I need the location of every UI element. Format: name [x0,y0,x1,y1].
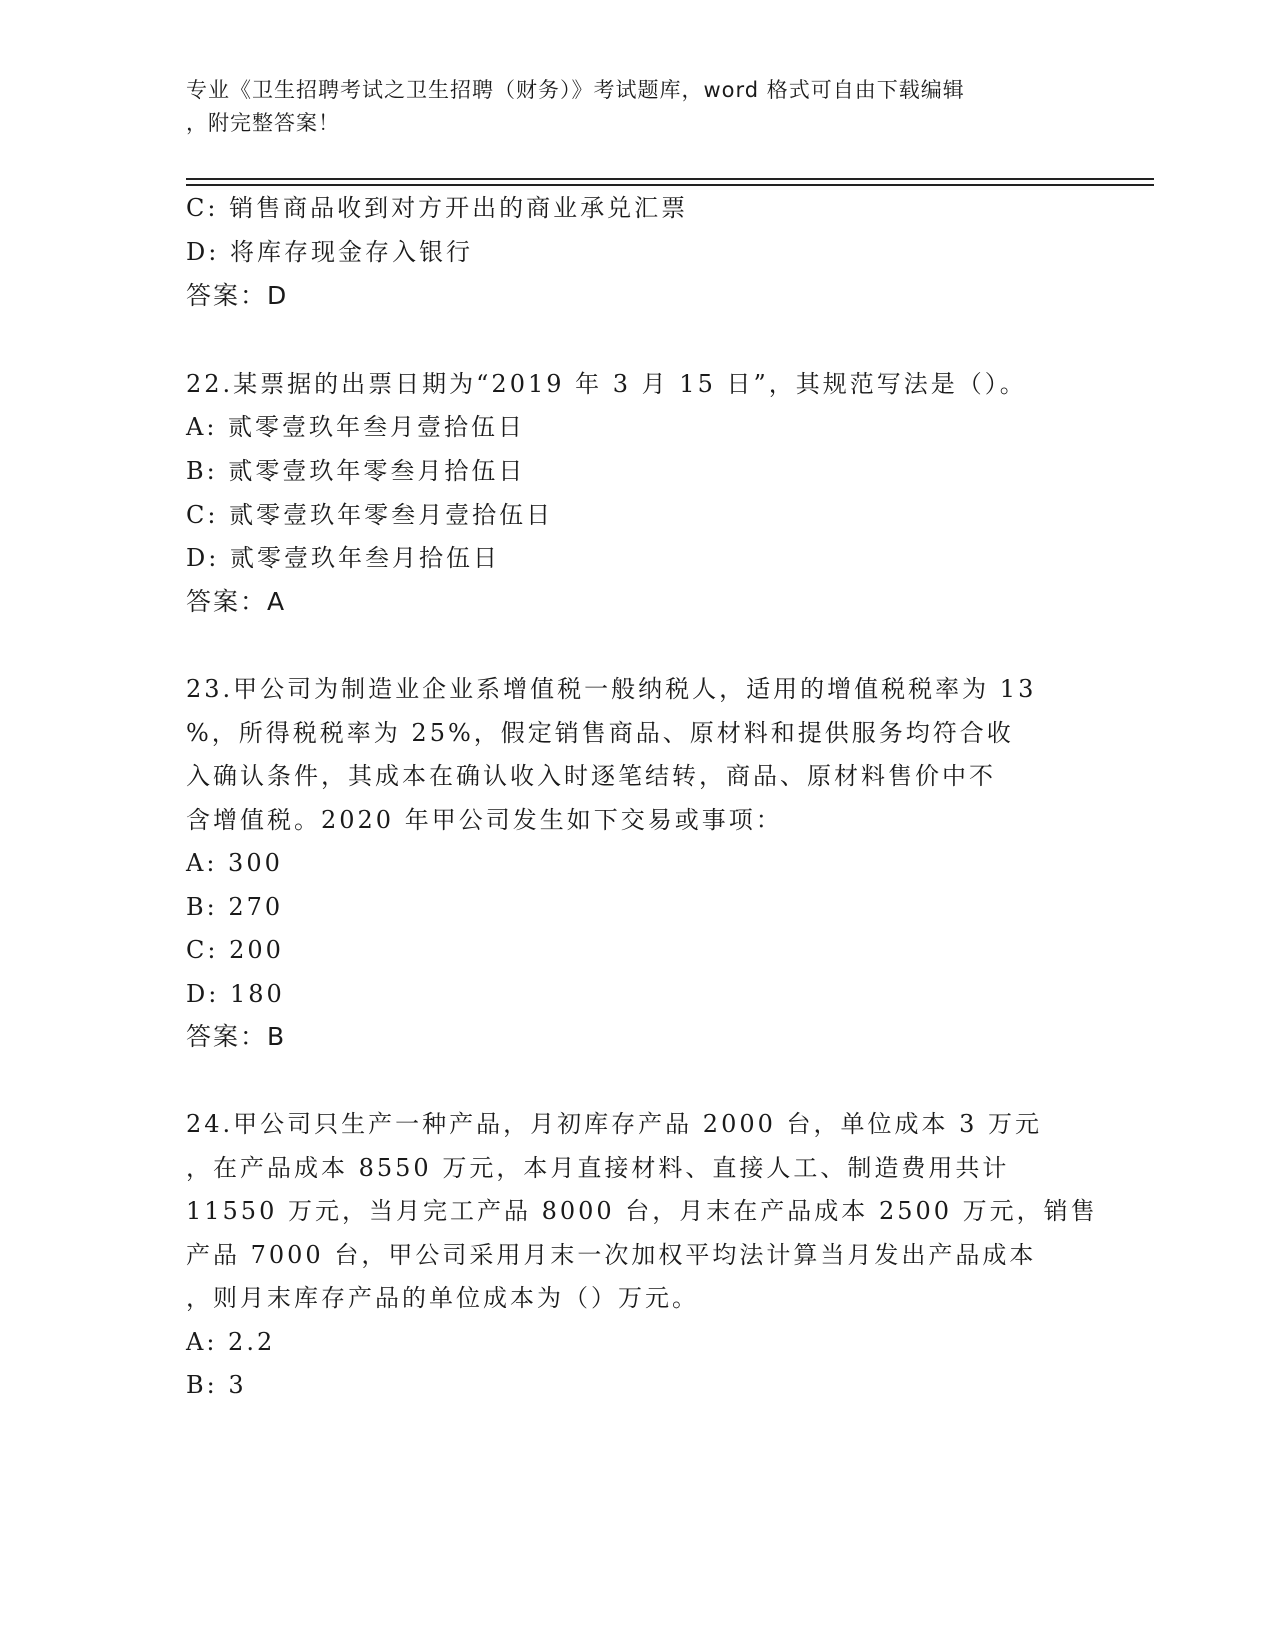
q24-stem-line-1: 24.甲公司只生产一种产品，月初库存产品 2000 台，单位成本 3 万元 [186,1110,1043,1138]
q22-option-d: D: 贰零壹玖年叁月拾伍日 [186,544,500,572]
q23-option-d: D: 180 [186,980,285,1008]
q23-answer: 答案：B [186,1022,287,1051]
q24-option-a: A: 2.2 [186,1328,276,1356]
prev-option-c: C: 销售商品收到对方开出的商业承兑汇票 [186,194,689,222]
header-divider-top [186,178,1154,180]
q22-option-a: A: 贰零壹玖年叁月壹拾伍日 [186,413,526,441]
header-line-2: ，附完整答案！ [186,111,340,135]
q22-answer: 答案：A [186,587,287,616]
q22-stem: 22.某票据的出票日期为“2019 年 3 月 15 日”，其规范写法是（）。 [186,370,1027,398]
q23-option-c: C: 200 [186,936,284,964]
q23-stem-line-3: 入确认条件，其成本在确认收入时逐笔结转，商品、原材料售价中不 [186,762,996,790]
q24-option-b: B: 3 [186,1371,247,1399]
q23-stem-line-2: %，所得税税率为 25%，假定销售商品、原材料和提供服务均符合收 [186,719,1014,747]
header-divider-bottom [186,184,1154,186]
prev-option-d: D: 将库存现金存入银行 [186,238,473,266]
q23-stem-line-1: 23.甲公司为制造业企业系增值税一般纳税人，适用的增值税税率为 13 [186,675,1037,703]
q24-stem-line-3: 11550 万元，当月完工产品 8000 台，月末在产品成本 2500 万元，销售 [186,1197,1098,1225]
q23-option-b: B: 270 [186,893,284,921]
prev-answer: 答案：D [186,281,289,310]
document-header [186,74,1086,140]
header-line-1: 专业《卫生招聘考试之卫生招聘（财务）》考试题库，word 格式可自由下载编辑 [186,78,965,102]
q23-stem-line-4: 含增值税。2020 年甲公司发生如下交易或事项： [186,806,783,834]
q22-option-c: C: 贰零壹玖年零叁月壹拾伍日 [186,501,554,529]
q24-stem-line-5: ，则月末库存产品的单位成本为（）万元。 [186,1284,699,1312]
q24-stem-line-4: 产品 7000 台，甲公司采用月末一次加权平均法计算当月发出产品成本 [186,1241,1037,1269]
q24-stem-line-2: ，在产品成本 8550 万元，本月直接材料、直接人工、制造费用共计 [186,1154,1010,1182]
q23-option-a: A: 300 [186,849,283,877]
q22-option-b: B: 贰零壹玖年零叁月拾伍日 [186,457,526,485]
